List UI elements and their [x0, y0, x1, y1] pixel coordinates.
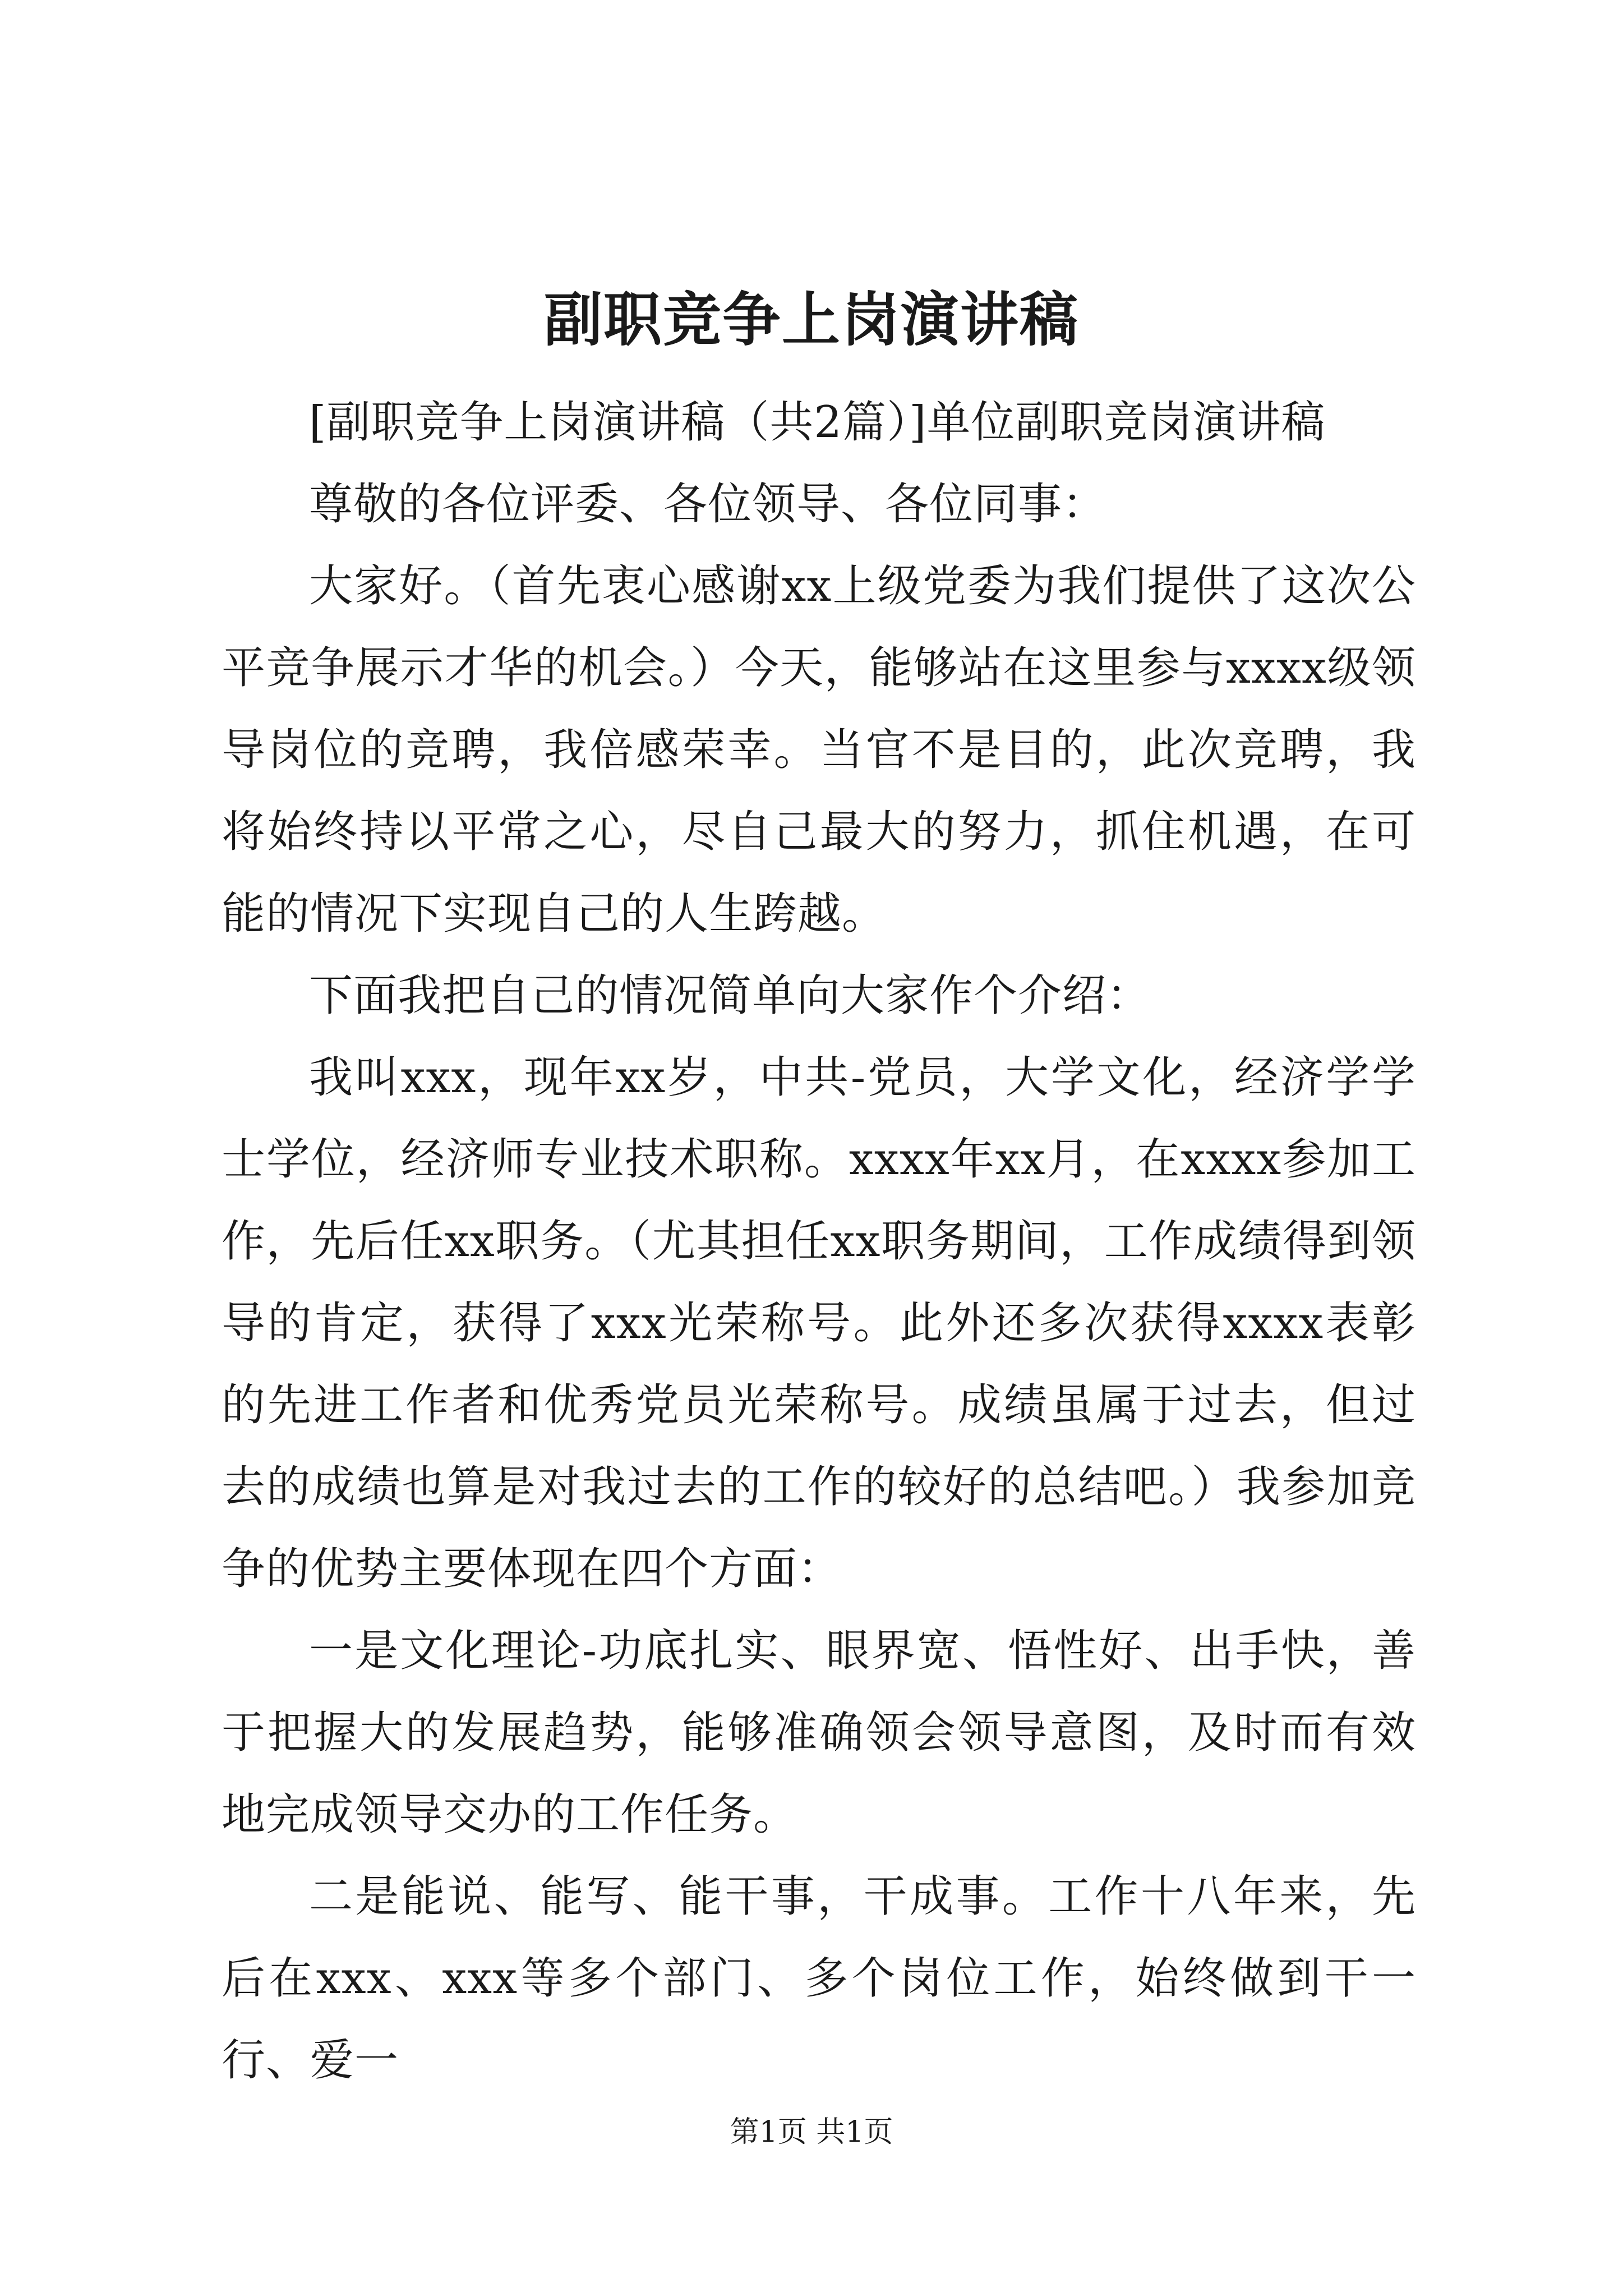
paragraph-greeting: 大家好。（首先衷心感谢xx上级党委为我们提供了这次公平竞争展示才华的机会。）今天，能够站在这里参与xxxx级领导岗位的竞聘，我倍感荣幸。当官不是目的，此次竞聘，我将始终持以平常之心，尽自己最大的努力，抓住机遇，在可能的情况下实现自己的人生跨越。 — [222, 561, 1416, 939]
document-body — [222, 381, 1416, 2101]
paragraph-advantage-two: 二是能说、能写、能干事，干成事。工作十八年来，先后在xxx、xxx等多个部门、多个岗位工作，始终做到干一行、爱一 — [222, 1871, 1416, 2086]
paragraph-self-introduction: 我叫xxx，现年xx岁，中共-党员，大学文化，经济学学士学位，经济师专业技术职称。xxxx年xx月，在xxxx参加工作，先后任xx职务。（尤其担任xx职务期间，工作成绩得到领导的肯定，获得了xxx光荣称号。此外还多次获得xxxx表彰的先进工作者和优秀党员光荣称号。成绩虽属于过去，但过去的成绩也算是对我过去的工作的较好的总结吧。）我参加竞争的优势主要体现在四个方面： — [222, 1052, 1416, 1594]
paragraph-intro-lead: 下面我把自己的情况简单向大家作个介绍： — [309, 970, 1151, 1021]
paragraph-advantage-one: 一是文化理论-功底扎实、眼界宽、悟性好、出手快，善于把握大的发展趋势，能够准确领会领导意图，及时而有效地完成领导交办的工作任务。 — [222, 1626, 1416, 1840]
paragraph-salutation: 尊敬的各位评委、各位领导、各位同事： — [309, 479, 1107, 530]
document-title: 副职竞争上岗演讲稿 — [543, 285, 1079, 354]
paragraph-subtitle: [副职竞争上岗演讲稿（共2篇）]单位副职竞岗演讲稿 — [309, 397, 1326, 448]
page-footer: 第1页 共1页 — [730, 2115, 893, 2149]
